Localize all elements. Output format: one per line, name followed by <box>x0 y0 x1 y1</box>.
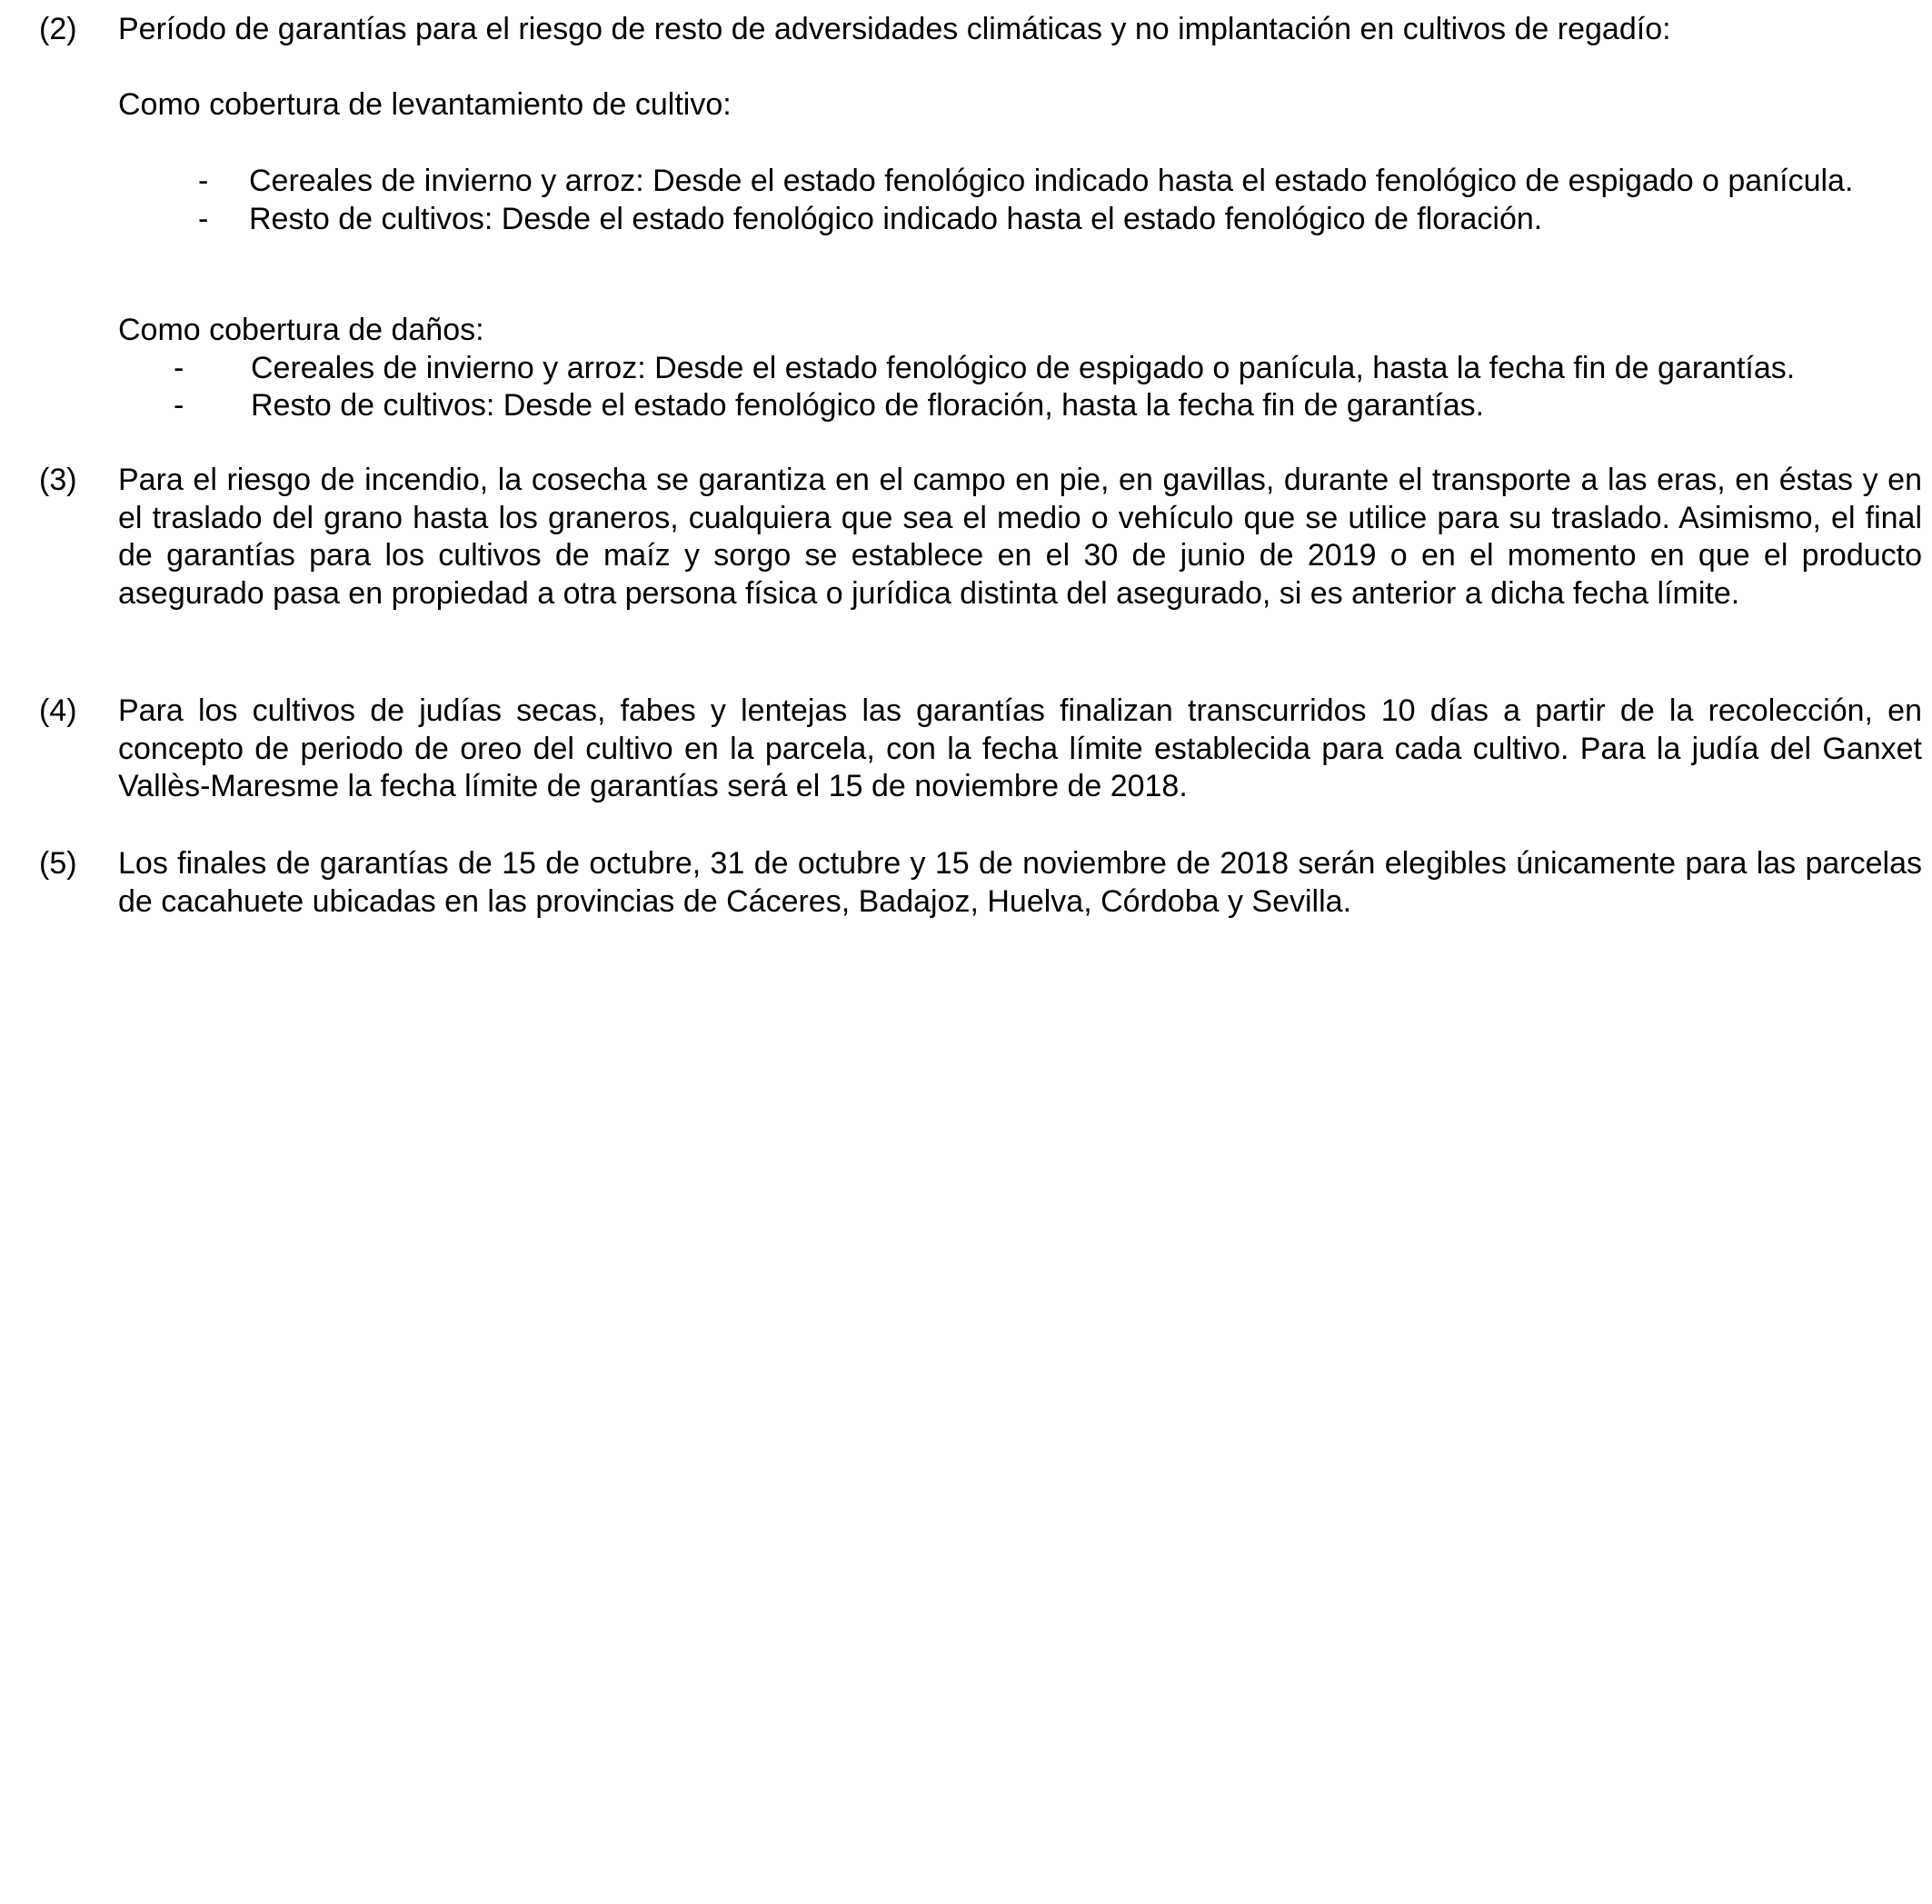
note-text: Para el riesgo de incendio, la cosecha se garantiza en el campo en pie, en gavillas, durante el transporte a las eras, en éstas y en el traslado del grano hasta los graneros, cualquiera que sea el medio o vehículo que se utilice para su traslado. Asimismo, el final de garantías para los cultivos de maíz y sorgo se establece en el 30 de junio de 2019 o en el momento en que el producto asegurado pasa en propiedad a otra persona física o jurídica distinta del asegurado, si es anterior a dicha fecha límite. <box>118 463 1922 611</box>
note-5 <box>39 845 1922 921</box>
bullet-dash: - <box>174 350 184 385</box>
subsection-heading: Como cobertura de daños: <box>118 313 484 347</box>
subsection-body <box>118 86 1922 125</box>
note-2-subsection-damage <box>39 312 1922 425</box>
bullet-item <box>118 163 1922 201</box>
subsection-body <box>118 312 1922 425</box>
bullet-item <box>118 201 1922 239</box>
bullet-text: Resto de cultivos: Desde el estado fenológico de floración, hasta la fecha fin de garantías. <box>251 388 1485 423</box>
note-marker: (4) <box>39 693 77 728</box>
bullet-text: Cereales de invierno y arroz: Desde el estado fenológico de espigado o panícula, hasta la fecha fin de garantías. <box>251 350 1796 385</box>
bullet-item <box>118 350 1922 388</box>
note-2-lift-items <box>39 163 1922 238</box>
bullet-dash: - <box>198 164 209 198</box>
note-body <box>118 11 1922 49</box>
note-4 <box>39 693 1922 806</box>
bullet-dash: - <box>174 388 184 423</box>
note-marker: (3) <box>39 463 77 497</box>
bullet-item <box>118 387 1922 425</box>
note-title: Período de garantías para el riesgo de resto de adversidades climáticas y no implantación en cultivos de regadío: <box>118 12 1671 46</box>
bullet-dash: - <box>198 201 209 236</box>
subsection-heading: Como cobertura de levantamiento de cultivo: <box>118 87 732 122</box>
note-marker: (5) <box>39 846 77 881</box>
note-2 <box>39 11 1922 49</box>
bullet-list <box>118 163 1922 238</box>
bullet-text: Cereales de invierno y arroz: Desde el estado fenológico indicado hasta el estado fenológico de espigado o panícula. <box>249 164 1854 198</box>
bullet-text: Resto de cultivos: Desde el estado fenológico indicado hasta el estado fenológico de floración. <box>249 201 1543 236</box>
note-text: Los finales de garantías de 15 de octubre, 31 de octubre y 15 de noviembre de 2018 serán elegibles únicamente para las parcelas de cacahuete ubicadas en las provincias de Cáceres, Badajoz, Huelva, Córdoba y Sevilla. <box>118 846 1922 919</box>
note-2-subsection-lift <box>39 86 1922 125</box>
note-marker: (2) <box>39 12 77 46</box>
bullet-list <box>39 350 1922 425</box>
note-3 <box>39 462 1922 613</box>
note-text: Para los cultivos de judías secas, fabes y lentejas las garantías finalizan transcurridos 10 días a partir de la recolección, en concepto de periodo de oreo del cultivo en la parcela, con la fecha límite establecida para cada cultivo. Para la judía del Ganxet Vallès-Maresme la fecha límite de garantías será el 15 de noviembre de 2018. <box>118 693 1922 803</box>
